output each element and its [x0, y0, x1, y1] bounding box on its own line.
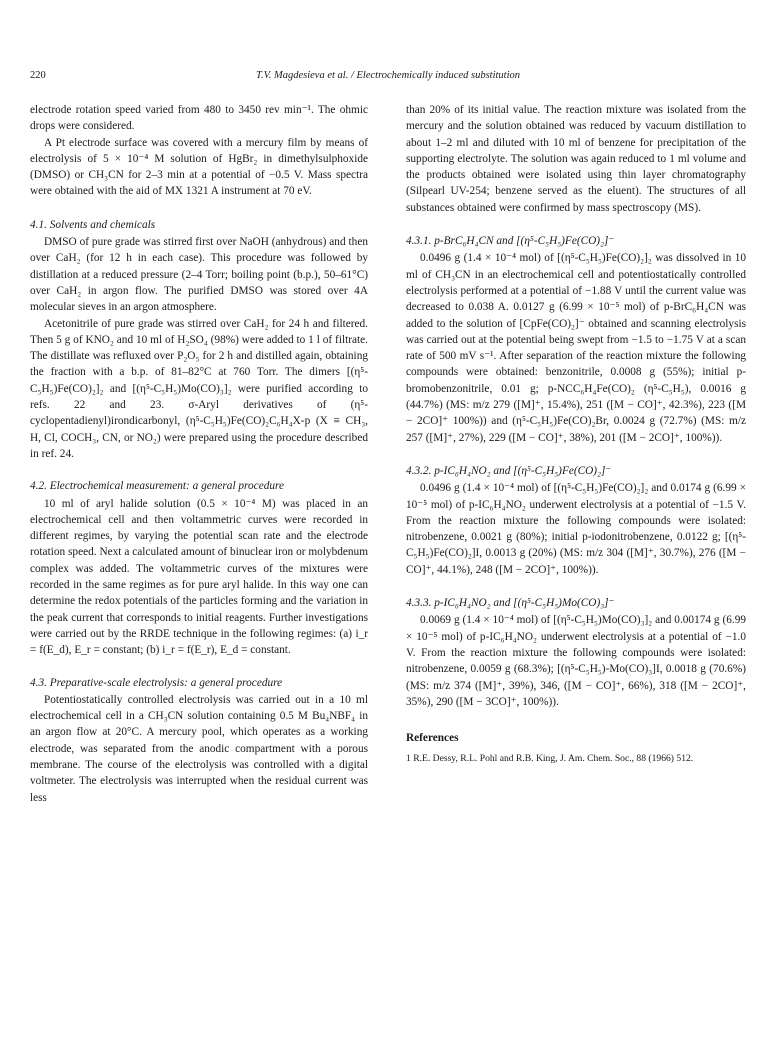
- paragraph: DMSO of pure grade was stirred first over NaOH (anhydrous) and then over CaH₂ (for 12 h in each case). This procedure was followed by distillation at a reduced pressure (2–4 Torr; boiling point (b.p.), 50–61°C) over CaH₂ in argon flow. The purified DMSO was stored over 4A molecular sieves in an argon atmosphere.: [30, 236, 368, 314]
- paragraph: 0.0496 g (1.4 × 10⁻⁴ mol) of [(η⁵-C₅H₅)Fe(CO)₂]₂ and 0.0174 g (6.99 × 10⁻⁵ mol) of p-IC₆H₄NO₂ underwent electrolysis at a potential of −1.5 V. From the reaction mixture the following compounds were isolated: nitrobenzene, 0.0021 g (80%); initial p-iodonitrobenzene, 0.0122 g; [(η⁵-C₅H₅)Fe(CO)₂]I, 0.0013 g (20%) (MS: m/z 304 ([M]⁺, 30.7%), 276 ([M − CO]⁺, 44.1%), 248 ([M − 2CO]⁺, 100%)).: [406, 482, 746, 576]
- running-title: T.V. Magdesieva et al. / Electrochemically induced substitution: [255, 70, 520, 81]
- section-heading: 4.3.3. p-IC₆H₄NO₂ and [(η⁵-C₅H₅)Mo(CO)₃]⁻: [406, 597, 615, 610]
- reference-item: 1 R.E. Dessy, R.L. Pohl and R.B. King, J. Am. Chem. Soc., 88 (1966) 512.: [406, 753, 694, 765]
- right-column: [406, 102, 746, 765]
- section-heading: 4.2. Electrochemical measurement: a general procedure: [30, 480, 284, 493]
- paragraph: 10 ml of aryl halide solution (0.5 × 10⁻⁴ M) was placed in an electrochemical cell and then voltammetric curves were recorded in different regimes, by varying the potential scan rate and the electrode rotation speed. Next a calculated amount of binuclear iron or molybdenum complex was added. The voltammetric curves of the mixtures were recorded in the same regimes as for pure aryl halide. In this way one can determine the redox potentials of the particles forming and the variation in the peak current that corresponds to initial reagents. Further investigations were carried out by the RRDE technique in the following regimes: (a) i_r = f(E_d), E_r = constant; (b) i_r = f(E_r), E_d = constant.: [30, 497, 368, 657]
- paragraph: 0.0496 g (1.4 × 10⁻⁴ mol) of [(η⁵-C₅H₅)Fe(CO)₂]₂ was dissolved in 10 ml of CH₃CN in an electrochemical cell and potentiostatically controlled electrolysis performed at a potential of −1.88 V until the current value was decreased to 0.038 A. 0.0127 g (6.99 × 10⁻⁵ mol) of p-BrC₆H₄CN was added to the solution of [CpFe(CO)₂]⁻ obtained and scanning electrolysis was carried out at the potential being swept from −1.5 to −1.75 V at a scan rate of 500 mV s⁻¹. After separation of the reaction mixture the following compounds were obtained: benzonitrile, 0.0008 g (55%); initial p-bromobenzonitrile, 0.01 g; p-NCC₆H₄Fe(CO)₂ (η⁵-C₅H₅), 0.0016 g (44.7%) (MS: m/z 279 ([M]⁺, 15.4%), 251 ([M − CO]⁺, 42.3%), 223 ([M − 2CO]⁺ 100%)) and (η⁵-C₅H₅)Fe(CO)₂Br, 0.0024 g (72.7%) (MS: m/z 257 ([M]⁺, 27%), 229 ([M − CO]⁺, 38%), 201 ([M − 2CO]⁺, 100%)).: [406, 252, 746, 444]
- references-heading: References: [406, 732, 459, 745]
- paragraph: Acetonitrile of pure grade was stirred over CaH₂ for 24 h and filtered. Then 5 g of KNO₂ and 10 ml of H₂SO₄ (98%) were added to 1 l of filtrate. The distillate was refluxed over P₂O₅ for 2 h and distilled again, obtaining the fraction with a b.p. of 81–82°C at 760 Torr. The dimers [(η⁵-C₅H₅)Fe(CO)₂]₂ and [(η⁵-C₅H₅)Mo(CO)₃]₂ were purified according to refs. 22 and 23. σ-Aryl derivatives of (η⁵-cyclopentadienyl)irondicarbonyl, (η⁵-C₅H₅)Fe(CO)₂C₆H₄X-p (X ≡ CH₃, H, Cl, COCH₃, CN, or NO₂) were prepared using the procedure described in ref. 24.: [30, 317, 368, 460]
- paragraph: electrode rotation speed varied from 480 to 3450 rev min⁻¹. The ohmic drops were considered.: [30, 104, 368, 133]
- section-heading: 4.1. Solvents and chemicals: [30, 218, 156, 231]
- section-heading: 4.3.1. p-BrC₆H₄CN and [(η⁵-C₅H₅)Fe(CO)₂]⁻: [406, 235, 615, 248]
- paragraph: than 20% of its initial value. The reaction mixture was isolated from the mercury and the solution obtained was reduced by vacuum distillation to about 1–2 ml and diluted with 10 ml of benzene for precipitation of the supporting electrolyte. The solution was again reduced to 1 ml volume and the products obtained were isolated using thin layer chromatography (Silpearl UV-254; benzene served as the eluent). The structures of all substances obtained were confirmed by mass spectroscopy (MS).: [406, 104, 746, 214]
- paragraph: 0.0069 g (1.4 × 10⁻⁴ mol) of [(η⁵-C₅H₅)Mo(CO)₃]₂ and 0.00174 g (6.99 × 10⁻⁵ mol) of p-IC₆H₄NO₂ underwent electrolysis at a potential of −1.0 V. From the reaction mixture the following compounds were isolated: nitrobenzene, 0.0059 g (68.3%); [(η⁵-C₅H₅)-Mo(CO)₃]I, 0.0018 g (70.6%) (MS: m/z 374 ([M]⁺, 39%), 346, ([M − CO]⁺, 66%), 318 ([M − 2CO]⁺, 35%), 290 ([M − 3CO]⁺, 100%)).: [406, 614, 746, 708]
- page-number: 220: [30, 70, 46, 81]
- section-heading: 4.3.2. p-IC₆H₄NO₂ and [(η⁵-C₅H₅)Fe(CO)₂]⁻: [406, 464, 612, 477]
- paragraph: A Pt electrode surface was covered with a mercury film by means of electrolysis of 5 × 10⁻⁴ M solution of HgBr₂ in dimethylsulphoxide (DMSO) or CH₃CN for 2–3 min at a potential of −0.5 V. Mass spectra were obtained with the aid of MX 1321 A instrument at 70 eV.: [30, 136, 368, 198]
- page-header: [30, 70, 746, 86]
- left-column: [30, 102, 368, 806]
- paragraph: Potentiostatically controlled electrolysis was carried out in a 10 ml electrochemical cell in a CH₃CN solution containing 0.5 M Bu₄NBF₄ in an argon flow at 20°C. A mercury pool, which operates as a working electrode, was separated from the anodic compartment with a porous membrane. The course of the electrolysis was controlled with a digital voltmeter. The electrolysis was interrupted when the residual current was less: [30, 693, 368, 804]
- section-heading: 4.3. Preparative-scale electrolysis: a general procedure: [30, 676, 283, 689]
